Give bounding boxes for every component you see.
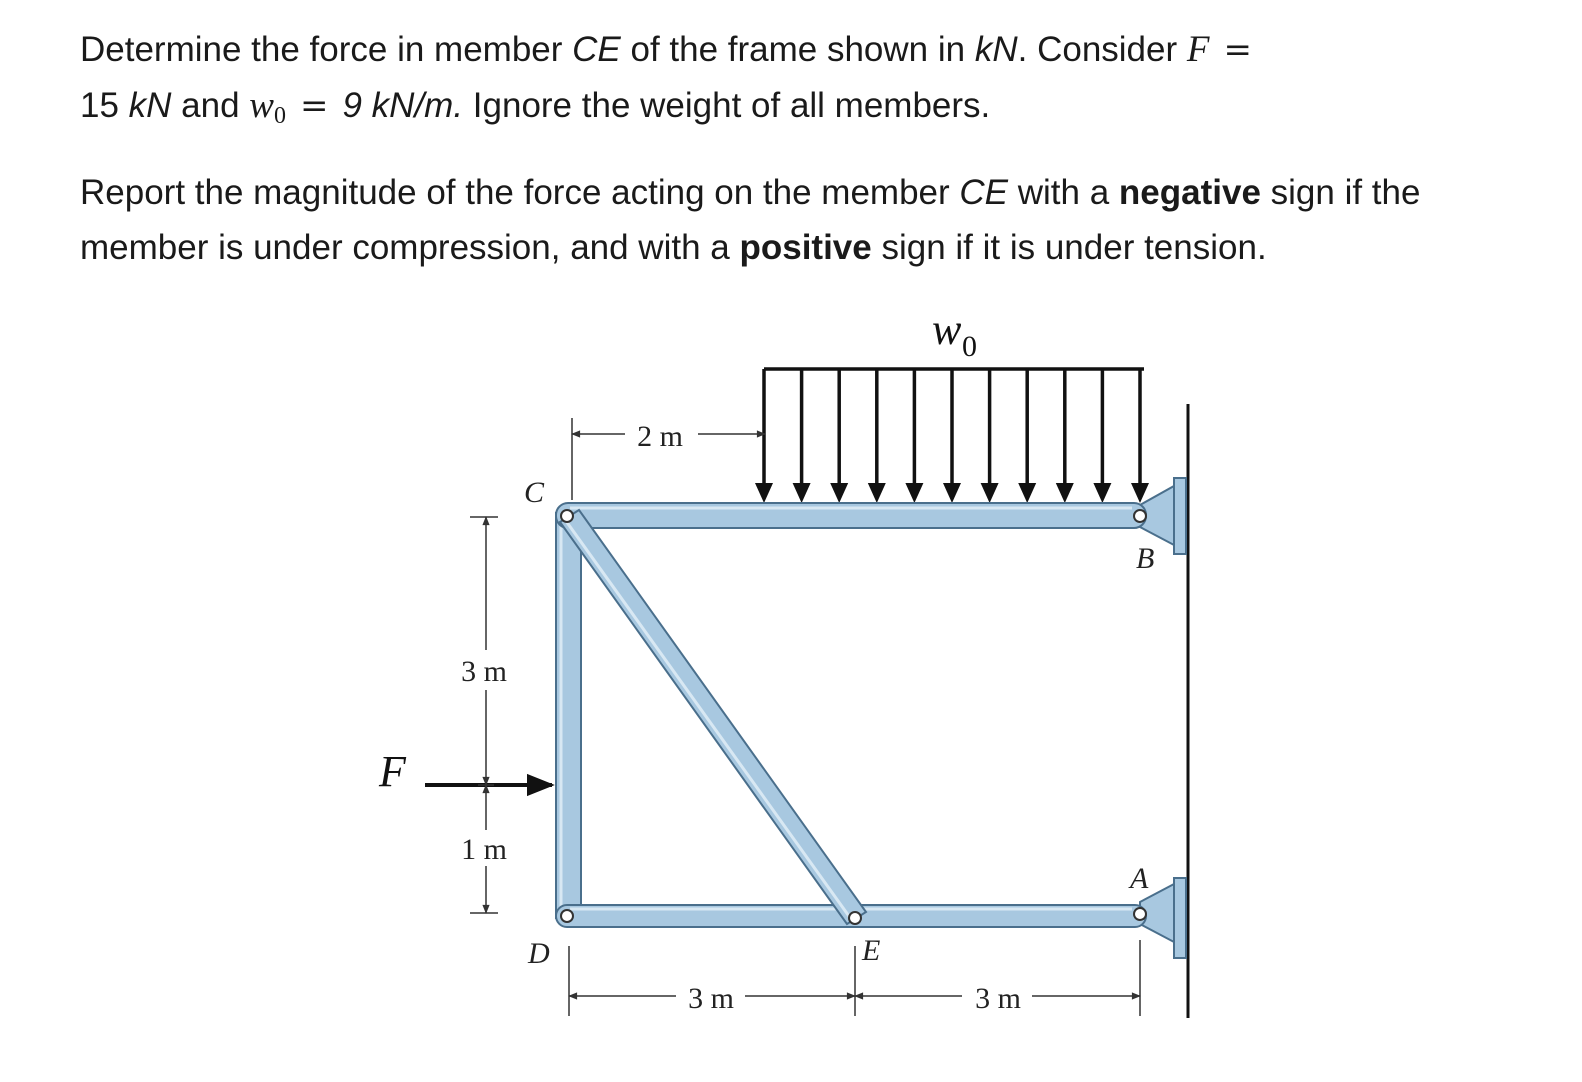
load-arrow-head <box>1131 483 1149 503</box>
pin-C <box>561 510 573 522</box>
equals-sign: = <box>1223 30 1252 70</box>
member-name: CE <box>959 173 1009 212</box>
text: of the frame shown in <box>620 30 975 69</box>
text: . Consider <box>1017 30 1187 69</box>
pin-B <box>1134 510 1146 522</box>
label-A: A <box>1130 862 1149 895</box>
text: and <box>171 86 250 125</box>
unit: kN <box>128 86 172 125</box>
dimension-left-upper: 3 m <box>461 655 507 688</box>
label-B: B <box>1136 542 1155 575</box>
member-CE <box>560 510 866 924</box>
load-arrow-head <box>1093 483 1111 503</box>
load-arrow-head <box>868 483 886 503</box>
text: Report the magnitude of the force acting on the member <box>80 173 960 212</box>
load-arrow-head <box>943 483 961 503</box>
dimension-left-lower: 1 m <box>461 833 507 866</box>
pin-A <box>1134 908 1146 920</box>
text: Determine the force in member <box>80 30 573 69</box>
unit: kN <box>974 30 1018 69</box>
distributed-load <box>755 369 1149 503</box>
load-arrow-head <box>1018 483 1036 503</box>
positive-keyword: positive <box>739 228 872 267</box>
text: with a <box>1008 173 1119 212</box>
load-arrow-head <box>981 483 999 503</box>
member-name: CE <box>572 30 621 69</box>
load-arrow-head <box>1056 483 1074 503</box>
dimension-top: 2 m <box>637 420 683 453</box>
load-arrow-head <box>830 483 848 503</box>
load-value: 9 kN/m. <box>342 86 464 125</box>
load-label: w <box>932 305 962 354</box>
dimension-bottom-right: 3 m <box>975 982 1021 1015</box>
force-F-label: F <box>379 747 406 796</box>
label-D: D <box>528 937 550 970</box>
load-symbol: w <box>249 85 274 126</box>
text: sign if the member is under compression, and with a <box>80 173 1421 267</box>
load-subscript: 0 <box>962 330 977 363</box>
load-arrows <box>755 369 1149 503</box>
load-arrow-head <box>793 483 811 503</box>
text: Ignore the weight of all members. <box>463 86 991 125</box>
member-CB <box>556 503 1146 528</box>
force-symbol: F <box>1186 29 1210 70</box>
load-arrow-head <box>755 483 773 503</box>
load-subscript: 0 <box>273 103 286 129</box>
member-CD <box>556 513 581 918</box>
pin-D <box>561 910 573 922</box>
equals-sign: = <box>299 86 329 126</box>
pin-E <box>849 912 861 924</box>
negative-keyword: negative <box>1118 173 1261 212</box>
label-E: E <box>862 934 881 967</box>
label-C: C <box>524 476 545 509</box>
pins <box>561 510 1146 924</box>
force-value: 15 <box>80 86 129 125</box>
load-arrow-head <box>905 483 923 503</box>
text: sign if it is under tension. <box>871 228 1267 267</box>
dimension-bottom-left: 3 m <box>688 982 734 1015</box>
